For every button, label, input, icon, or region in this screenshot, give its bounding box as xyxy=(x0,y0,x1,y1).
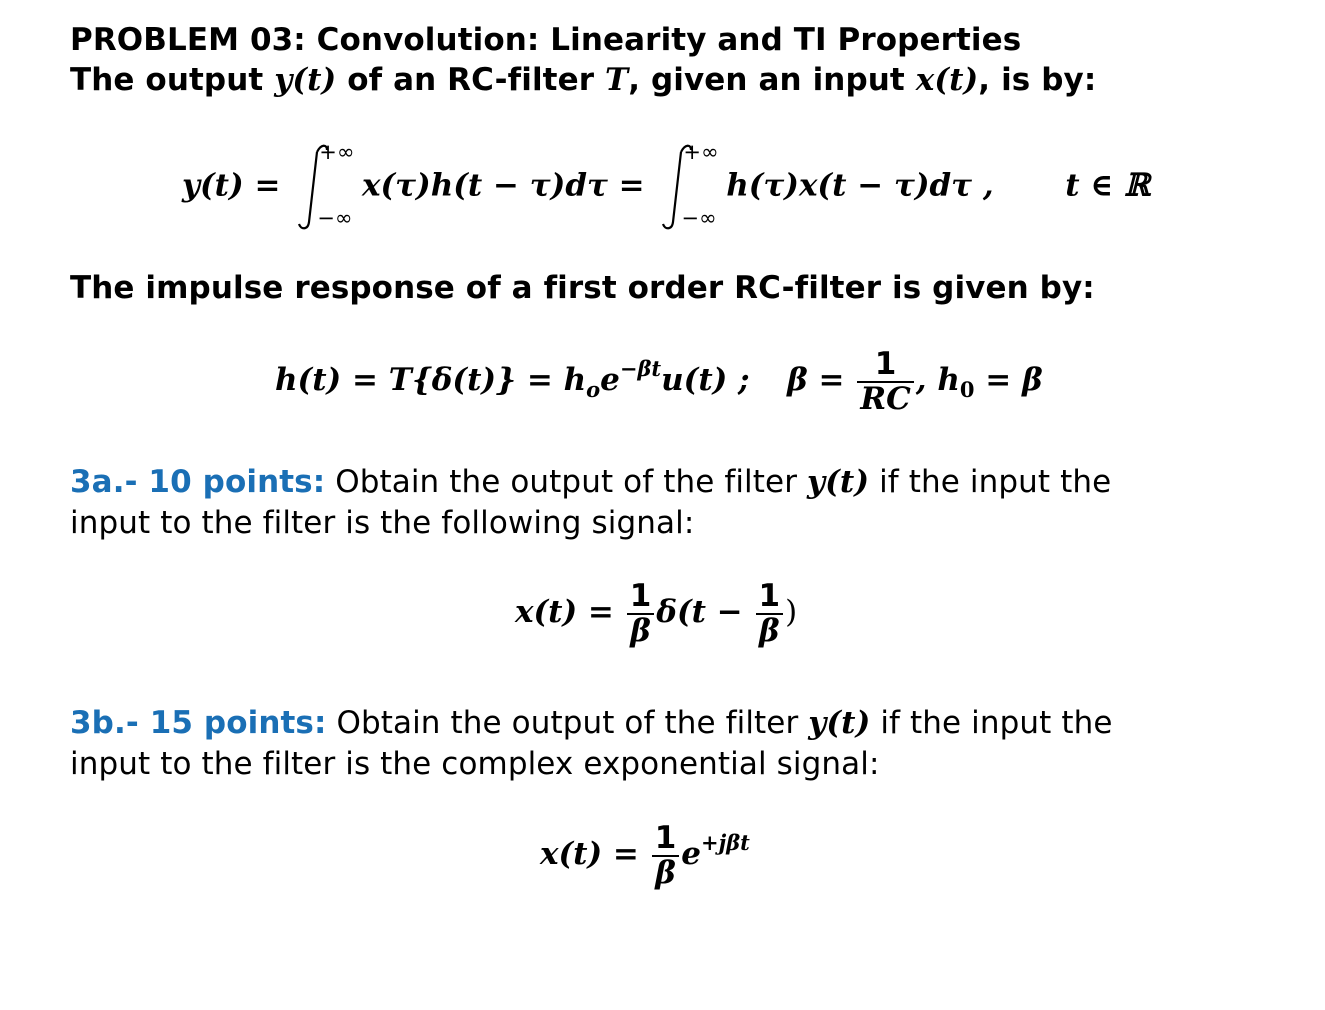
part-b-exp-base: e xyxy=(681,836,702,873)
conv-domain: t ∈ ℝ xyxy=(1065,167,1150,204)
part-a-text-1: Obtain the output of the filter xyxy=(335,464,798,500)
intro-x: x(t) xyxy=(915,62,979,98)
part-a-fraction-2 xyxy=(756,580,784,647)
part-b-frac-num: 1 xyxy=(652,822,680,857)
intro-y: y(t) xyxy=(274,62,337,98)
part-a-text-2: if the input the xyxy=(879,464,1112,500)
h0-a: , h xyxy=(915,362,960,399)
convolution-equation xyxy=(182,142,1150,232)
part-a-y: y(t) xyxy=(807,464,870,500)
int2-lower-limit: −∞ xyxy=(681,206,717,230)
part-a-frac1-num: 1 xyxy=(627,580,655,615)
int1-upper-limit: +∞ xyxy=(319,140,355,164)
h0-sub: 0 xyxy=(959,377,975,403)
part-a-frac2-den: β xyxy=(759,612,780,649)
intro-line xyxy=(70,62,1096,98)
h0-b: = β xyxy=(985,362,1043,399)
intro-text-a: The output xyxy=(70,62,264,98)
impulse-exp-base: e xyxy=(600,362,620,399)
part-b-line-1 xyxy=(70,705,1113,741)
part-b-label: 3b.- 15 points: xyxy=(70,705,327,741)
intro-text-c: , given an input xyxy=(628,62,905,98)
part-b-line-2: input to the filter is the complex exponential signal: xyxy=(70,746,880,782)
part-a-frac1-den: β xyxy=(630,612,651,649)
part-a-equation xyxy=(515,580,797,647)
part-a-line-2: input to the filter is the following signal: xyxy=(70,505,695,541)
part-b-eq-lhs: x(t) = xyxy=(540,836,639,873)
integral-sign-1 xyxy=(291,140,355,232)
int2-upper-limit: +∞ xyxy=(683,140,719,164)
part-a-eq-end: ) xyxy=(785,594,798,631)
part-b-frac-den: β xyxy=(655,854,676,891)
part-b-text-2: if the input the xyxy=(880,705,1113,741)
beta-frac-den: RC xyxy=(860,380,911,417)
integral-sign-2 xyxy=(655,140,719,232)
beta-lhs: β = xyxy=(787,362,845,399)
conv-integrand-1: x(τ)h(t − τ)dτ = xyxy=(362,167,645,204)
part-a-fraction-1 xyxy=(627,580,655,647)
part-a-line-1 xyxy=(70,464,1111,500)
intro-text-d: , is by: xyxy=(978,62,1097,98)
part-b-exp-power: +jβt xyxy=(701,830,750,856)
impulse-equation xyxy=(275,348,1043,415)
part-b-fraction xyxy=(652,822,680,889)
part-a-frac2-num: 1 xyxy=(756,580,784,615)
part-b-y: y(t) xyxy=(808,705,871,741)
part-a-label: 3a.- 10 points: xyxy=(70,464,326,500)
conv-integrand-2: h(τ)x(t − τ)dτ , xyxy=(726,167,994,204)
conv-lhs: y(t) = xyxy=(182,167,281,204)
impulse-lhs-sub: o xyxy=(586,377,601,403)
impulse-exp-power: −βt xyxy=(619,356,662,382)
impulse-lhs: h(t) = T{δ(t)} = h xyxy=(275,362,587,399)
beta-fraction xyxy=(857,348,913,415)
impulse-rest: u(t) ; xyxy=(661,362,750,399)
problem-title: PROBLEM 03: Convolution: Linearity and TI Properties xyxy=(70,22,1022,58)
part-b-text-1: Obtain the output of the filter xyxy=(336,705,799,741)
part-a-eq-lhs: x(t) = xyxy=(515,594,614,631)
intro-text-b: of an RC-filter xyxy=(347,62,595,98)
intro-T: T xyxy=(605,62,629,98)
part-a-eq-mid: δ(t − xyxy=(656,594,743,631)
impulse-heading: The impulse response of a first order RC-filter is given by: xyxy=(70,270,1095,306)
part-b-equation xyxy=(540,822,750,889)
beta-frac-num: 1 xyxy=(857,348,913,383)
int1-lower-limit: −∞ xyxy=(317,206,353,230)
